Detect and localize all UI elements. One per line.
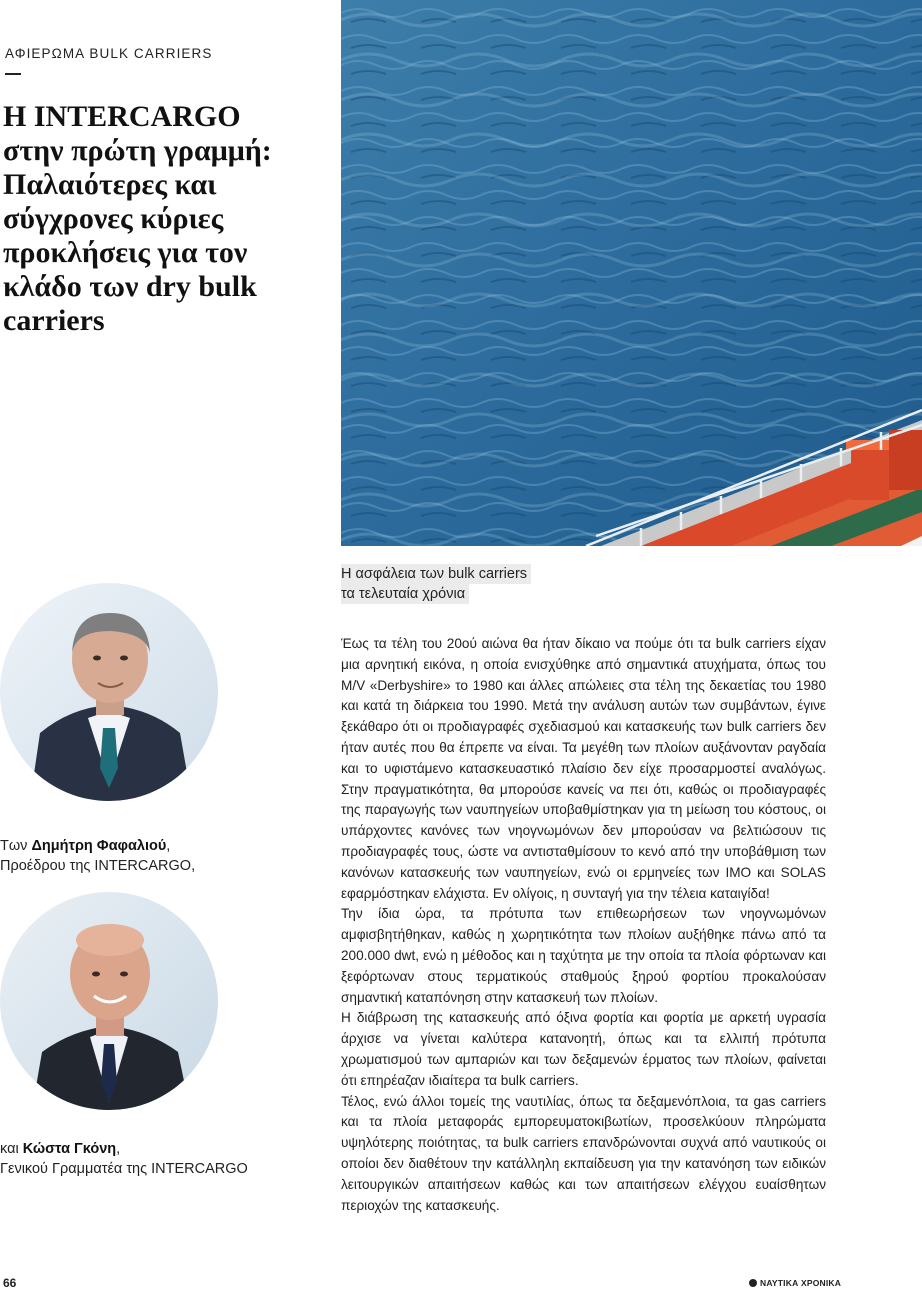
page-number: 66 bbox=[3, 1276, 17, 1290]
headline-line: κλάδο των dry bulk bbox=[3, 270, 257, 303]
article-paragraph: Τέλος, ενώ άλλοι τομείς της ναυτιλίας, όπως τα δεξαμενόπλοια, τα gas carriers και τα πλοία μεταφοράς εμπορευματοκιβωτίων, προσελκύουν πληρώματα υψηλότερης ποιότητας, τα bulk carriers επανδρώνονται συχνά από ναυτικούς οι οποίοι δεν διαθέτουν την κατάλληλη εκπαίδευση για την κατανόηση των ειδικών λειτουργικών απαιτήσεων καθώς και των απαιτήσεων ελέγχου ευαίσθητων περιοχών της κατασκευής. bbox=[341, 1093, 826, 1213]
author-name: Κώστα Γκόνη bbox=[22, 1141, 117, 1157]
caption-line: τα τελευταία χρόνια bbox=[341, 584, 469, 604]
author-role: Γενικού Γραμματέα της INTERCARGO bbox=[0, 1161, 248, 1177]
caption-line: Η ασφάλεια των bulk carriers bbox=[341, 564, 531, 584]
headline-line: carriers bbox=[3, 304, 105, 337]
headline-line: προκλήσεις για τον bbox=[3, 236, 248, 269]
kicker-dash bbox=[5, 73, 21, 75]
byline-comma: , bbox=[166, 838, 171, 854]
author-role: Προέδρου της INTERCARGO, bbox=[0, 858, 196, 874]
byline-prefix: Των bbox=[0, 838, 32, 854]
author-byline-gkonis bbox=[0, 1139, 248, 1179]
author-portrait-fafaliou bbox=[0, 583, 218, 801]
article-paragraph: Την ίδια ώρα, τα πρότυπα των επιθεωρήσεων των νηογνωμόνων αμφισβητήθηκαν, καθώς η χωρητικότητα των πλοίων αυξήθηκε πάνω από τα 200.000 dwt, ενώ η μέθοδος και η ταχύτητα με την οποία τα πλοία φόρτωναν και ξεφόρτωναν στους τερματικούς σταθμούς ξηρού φορτίου προκαλούσαν σημαντική καταπόνηση στην κατασκευή των πλοίων. bbox=[341, 906, 826, 1005]
photo-caption bbox=[341, 564, 531, 604]
headline-line: στην πρώτη γραμμή: bbox=[3, 134, 272, 167]
author-byline-fafaliou bbox=[0, 836, 195, 876]
article-paragraph: Έως τα τέλη του 20ού αιώνα θα ήταν δίκαιο να πούμε ότι τα bulk carriers είχαν μια αρνητική εικόνα, η οποία ενισχύθηκε από σημαντικά ατυχήματα, όπως του M/V «Derbyshire» το 1980 και άλλες απώλειες στα τέλη της δεκαετίας του 1980 και κατά τη διάρκεια του 1990. Μετά την ανάλυση αυτών των συμβάντων, έγινε ξεκάθαρο ότι οι προδιαγραφές σχεδιασμού και κατασκευής των bulk carriers δεν ήταν αυτές που θα έπρεπε να είναι. Τα μεγέθη των πλοίων αυξάνονταν ραγδαία και το υφιστάμενο κατασκευαστικό πλαίσιο δεν είχε προσαρμοστεί αναλόγως. Στην πραγματικότητα, θα μπορούσε κανείς να πει ότι, καθώς οι προδιαγραφές της παραγωγής των ναυπηγείων υποβαθμίστηκαν για τη μείωση του κόστους, οι υπάρχοντες κανόνες των νηογνωμόνων δεν μπορούσαν να βελτιώσουν τις προδιαγραφές τους, ώστε να αντισταθμίσουν το κενό από την υποβάθμιση των κανόνων κατασκευής των ναυπηγείων, ενώ οι ερμηνείες των IMO και SOLAS εφαρμόστηκαν ελάχιστα. Εν ολίγοις, η συνταγή για την τέλεια καταιγίδα! bbox=[341, 636, 826, 901]
article-body bbox=[341, 634, 826, 1216]
headline-line: Η INTERCARGO bbox=[3, 100, 241, 133]
sea-ship-photo bbox=[341, 0, 922, 546]
headline-line: Παλαιότερες και bbox=[3, 168, 217, 201]
author-name: Δημήτρη Φαφαλιού bbox=[31, 838, 167, 854]
publication-brand bbox=[749, 1278, 841, 1288]
publication-name: ΝΑΥΤΙΚΑ ΧΡΟΝΙΚΑ bbox=[760, 1278, 842, 1288]
article-headline bbox=[3, 100, 333, 338]
article-paragraph: Η διάβρωση της κατασκευής από όξινα φορτία και φορτία με αρκετή υγρασία άρχισε να γίνεται καλύτερα κατανοητή, όπως και τα ελλιπή πρότυπα χρωματισμού των αμπαριών και των δεξαμενών έρματος των πλοίων, φαίνεται ότι επηρέαζαν ιδιαίτερα τα bulk carriers. bbox=[341, 1010, 826, 1088]
byline-prefix: και bbox=[0, 1141, 23, 1157]
headline-line: σύγχρονες κύριες bbox=[3, 202, 224, 235]
section-kicker: ΑΦΙΕΡΩΜΑ BULK CARRIERS bbox=[5, 46, 213, 61]
byline-comma: , bbox=[116, 1141, 121, 1157]
brand-logo-icon bbox=[749, 1279, 757, 1287]
author-portrait-gkonis bbox=[0, 892, 218, 1110]
